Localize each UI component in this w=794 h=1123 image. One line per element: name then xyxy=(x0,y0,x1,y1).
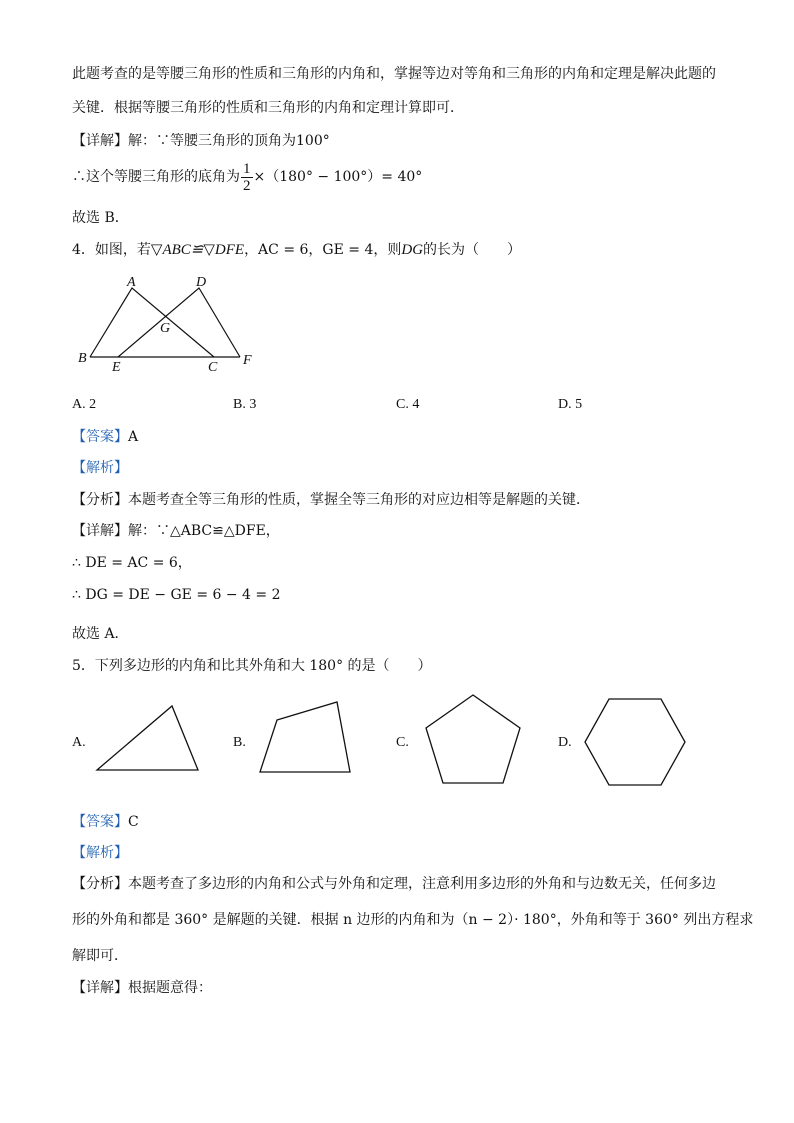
q4-option-c: C. 4 xyxy=(396,397,420,412)
q5-answer xyxy=(72,812,139,832)
q4-stem-prefix: 4．如图，若 xyxy=(72,242,151,258)
q5-option-label-c: C. xyxy=(396,735,409,750)
q4-option-b: B. 3 xyxy=(233,397,257,412)
answer-tag: 【答案】 xyxy=(72,429,128,445)
detail-text: 解：∵△ABC≌△DFE， xyxy=(128,523,280,539)
detail-tag: 【详解】 xyxy=(72,133,128,149)
q5-option-label-b: B. xyxy=(233,735,246,750)
q3-analysis-line-1: 此题考查的是等腰三角形的性质和三角形的内角和，掌握等边对等角和三角形的内角和定理是解决此题的 xyxy=(72,66,716,82)
answer-value: C xyxy=(128,814,139,830)
q3-detail xyxy=(72,131,330,151)
triangle-dfe xyxy=(118,288,240,357)
label-e: E xyxy=(112,360,121,375)
q4-step-2: ∴ DG = DE − GE = 6 − 4 = 2 xyxy=(72,587,281,603)
q4-option-d: D. 5 xyxy=(558,397,583,412)
answer-value: A xyxy=(128,429,139,445)
detail-tag: 【详解】 xyxy=(72,523,128,539)
q4-step-1: ∴ DE = AC = 6， xyxy=(72,555,192,571)
fraction-denominator: 2 xyxy=(243,177,251,194)
q5-analysis-line-1 xyxy=(72,874,716,894)
q5-hexagon-shape xyxy=(582,694,688,790)
detail-text: 根据题意得： xyxy=(128,980,212,996)
q4-stem-given: ，AC = 6，GE = 4，则 xyxy=(244,242,402,258)
q4-stem-target: DG xyxy=(401,242,424,258)
q5-detail xyxy=(72,978,212,998)
q4-stem-congruence: ▽ABC≌▽DFE xyxy=(150,242,245,258)
q4-stem xyxy=(72,240,521,260)
q5-pentagon-shape xyxy=(420,690,526,790)
q4-conclusion: 故选 A． xyxy=(72,626,129,642)
q5-analysis-line-2: 形的外角和都是 360° 是解题的关键．根据 n 边形的内角和为（n − 2）· 180°，外角和等于 360° 列出方程求 xyxy=(72,912,754,928)
label-d: D xyxy=(196,275,207,290)
q4-option-a: A. 2 xyxy=(72,397,97,412)
fraction-one-half xyxy=(241,161,253,194)
q4-stem-suffix: 的长为（ ） xyxy=(423,242,522,258)
q5-option-label-a: A. xyxy=(72,735,86,750)
triangle-abc xyxy=(90,288,214,357)
label-c: C xyxy=(208,360,218,375)
q5-stem: 5．下列多边形的内角和比其外角和大 180° 的是（ ） xyxy=(72,658,432,674)
label-f: F xyxy=(243,353,252,368)
analysis-text: 本题考查了多边形的内角和公式与外角和定理，注意利用多边形的外角和与边数无关，任何多边 xyxy=(128,876,716,892)
label-a: A xyxy=(127,275,136,290)
label-g: G xyxy=(160,321,171,336)
q4-triangle-figure xyxy=(72,270,272,380)
answer-tag: 【答案】 xyxy=(72,814,128,830)
q4-detail xyxy=(72,521,280,541)
calc-suffix: ×（180° − 100°）= 40° xyxy=(253,169,423,185)
q5-quadrilateral-shape xyxy=(255,698,355,778)
q5-analysis-line-3: 解即可． xyxy=(72,948,128,964)
detail-text: 解：∵等腰三角形的顶角为100° xyxy=(128,133,330,149)
analysis-tag: 【分析】 xyxy=(72,492,128,508)
q5-option-label-d: D. xyxy=(558,735,572,750)
q3-answer-choice: 故选 B． xyxy=(72,210,129,226)
q3-calculation xyxy=(72,160,422,194)
fraction-numerator: 1 xyxy=(243,160,251,177)
calc-prefix: ∴这个等腰三角形的底角为 xyxy=(72,169,240,185)
q5-triangle-shape xyxy=(92,700,204,775)
detail-tag: 【详解】 xyxy=(72,980,128,996)
analysis-tag: 【分析】 xyxy=(72,876,128,892)
label-b: B xyxy=(78,351,87,366)
q4-analysis xyxy=(72,490,590,510)
q4-answer xyxy=(72,427,138,447)
analysis-text: 本题考查全等三角形的性质，掌握全等三角形的对应边相等是解题的关键． xyxy=(128,492,590,508)
q5-explain-tag: 【解析】 xyxy=(72,845,128,861)
q4-explain-tag: 【解析】 xyxy=(72,460,128,476)
q3-analysis-line-2: 关键．根据等腰三角形的性质和三角形的内角和定理计算即可． xyxy=(72,100,464,116)
